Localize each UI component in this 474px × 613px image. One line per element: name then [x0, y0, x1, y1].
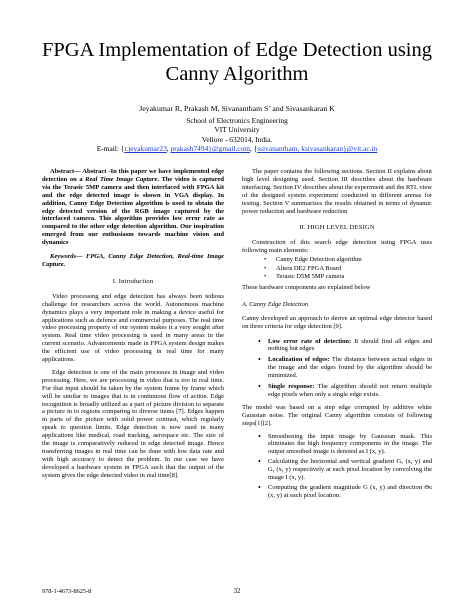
design-intro-paragraph: Construction of this search edge detection using FPGA uses following main elements:	[242, 239, 432, 255]
email-link-4[interactable]: ssivanantham, ksivasankaran	[257, 144, 344, 154]
subsection-heading-canny: A. Canny Edge Detection	[242, 300, 309, 308]
paper-title	[0, 38, 474, 86]
right-column	[242, 168, 432, 502]
author-emails	[0, 144, 474, 154]
criterion-label: Localization of edges:	[268, 356, 330, 364]
keywords: Keywords— FPGA, Canny Edge Detection, Real-time Image Capture.	[42, 253, 224, 268]
components-note: These hardware components are explained below	[242, 283, 371, 291]
email-link-2[interactable]: prakash7494	[170, 144, 209, 154]
author-block	[0, 104, 474, 154]
abstract-rest: . The video is captured via the Terasic 5MP camera and then interfaced with FPGA kit and the edge detected image is shown in VGA display. In addition, Canny Edge Detection algorithm is used to obtain the edge detected version of the RGB image captured by the interfaced camera. This algorithm provides low error rate as compared to the other edge detection algorithm. Our inspiration emerged from our enthusiasm towards machine vision and dynamics	[42, 175, 224, 247]
overview-paragraph: The paper contains the following sections. Section II explains about high level designing used. Section III describes about the hardware interfacing. Section IV describes about the experiment and the RTL view of the designed system experiment conducted in different arenas for testing. Section V summarizes the results obtained in terms of dynamic power reduction and hardware reduction	[242, 168, 432, 215]
section-heading-high-level-design: II. HIGH LEVEL DESIGN	[299, 224, 375, 232]
steps-list	[242, 433, 432, 500]
email-prefix: E-mail: {	[96, 144, 125, 154]
criterion-text: The distance between actual edges in the image and the edges found by the algorithm should be minimized.	[268, 356, 433, 380]
abstract	[42, 168, 224, 247]
intro-paragraph-2: Edge detection is one of the main processes in image and video processing. Here, we are processing in video that is too in real time. For that input should be taken by the system frame by frame which will be similar to images that is in continuous flow of action. Edge recognition is broadly utilized as a part of picture division to separate a picture in to regions comparing to diverse items [7]. Edges happen in parts of the picture with solid power contrast, which regularly speak to question limits. Edge detection is now used in many applications like medical, road tracking, aerospace etc. The size of the image is comparatively reduced in edge detected image. Hence transferring images in real time can be done with low data rate and with high accuracy to detect the problem. In our case we have developed a hardware system in FPGA such that the output of the system gives the edge detected video in real time[8].	[42, 368, 224, 479]
list-item	[268, 383, 432, 399]
email-link-5[interactable]: }@vit.ac.in	[343, 144, 378, 154]
list-item: • Terasic D5M 5MP camera	[276, 273, 432, 281]
model-paragraph: The model was based on a step edge corrupted by additive white Gaussian noise. The original Canny algorithm consists of following steps[1][2].	[242, 403, 432, 427]
author-names: Jeyakumar R, Prakash M, Sivanantham S’ and Sivasankaran K	[139, 104, 335, 113]
author-university: VIT University	[214, 125, 260, 135]
email-link-3[interactable]: }@gmail.com	[208, 144, 251, 154]
criteria-list	[242, 338, 432, 399]
email-sep-1: ,	[166, 144, 171, 154]
author-department: School of Electronics Engineering	[186, 115, 288, 125]
element-list	[242, 256, 432, 281]
list-item	[268, 338, 432, 354]
list-item: • Altera DE2 FPGA Board	[276, 265, 432, 273]
footer-isbn: 978-1-4673-8625-8	[42, 588, 92, 595]
title-line-1: FPGA Implementation of Edge Detection using	[41, 39, 432, 61]
list-item: • Calculating the horizontal and vertical gradient Gₓ (x, y) and Gᵧ (x, y) respectively at each pixel location by convolving the image I (x, y).	[268, 458, 432, 482]
list-item	[268, 356, 432, 380]
criterion-label: Single response:	[268, 383, 315, 391]
abstract-lead: Abstract— Abstract -In this paper we have implemented edge detection on a	[42, 168, 224, 183]
email-sep-2: , {	[250, 144, 258, 154]
author-city: Vellore - 632014, India.	[201, 134, 273, 144]
left-column	[42, 168, 224, 485]
list-item: • Canny Edge Detection algorithm	[276, 256, 432, 264]
criterion-text: The algorithm should not return multiple edge pixels when only a single edge exists.	[268, 383, 433, 398]
criterion-label: Low error rate of detection:	[268, 337, 352, 345]
abstract-emphasis: Real Time Image Capture	[85, 175, 158, 183]
title-line-2: Canny Algorithm	[165, 63, 309, 85]
canny-intro-paragraph: Canny developed an approach to derive an optimal edge detector based on three criteria for edge detection [9].	[242, 314, 432, 330]
criterion-text: It should find all edges and nothing but edges	[268, 337, 432, 353]
email-link-1[interactable]: r.jeyakumar23	[124, 144, 167, 154]
list-item: • Computing the gradient magnitude G (x, y) and direction Θɢ (x, y) at each pixel location.	[268, 484, 432, 500]
section-heading-introduction: I. Introduction	[112, 277, 154, 285]
footer-page-number: 32	[233, 588, 241, 595]
intro-paragraph-1: Video processing and edge detection has always been tedious challenge for researchers across the world. Autonomous machine dynamics plays a very important role in making a device useful for applications such as defence and commercial purposes. The real time video processing property of our system makes it a very sought after system. Real time video processing is used in many areas in the current scenario. Advancements made in FPGA system design makes the efficient use of video processing in real time for many applications.	[42, 292, 224, 364]
list-item: • Smoothening the input image by Gaussian mask. This eliminates the high frequency components in the image. The output smoothed image is denoted as I (x, y).	[268, 433, 432, 457]
